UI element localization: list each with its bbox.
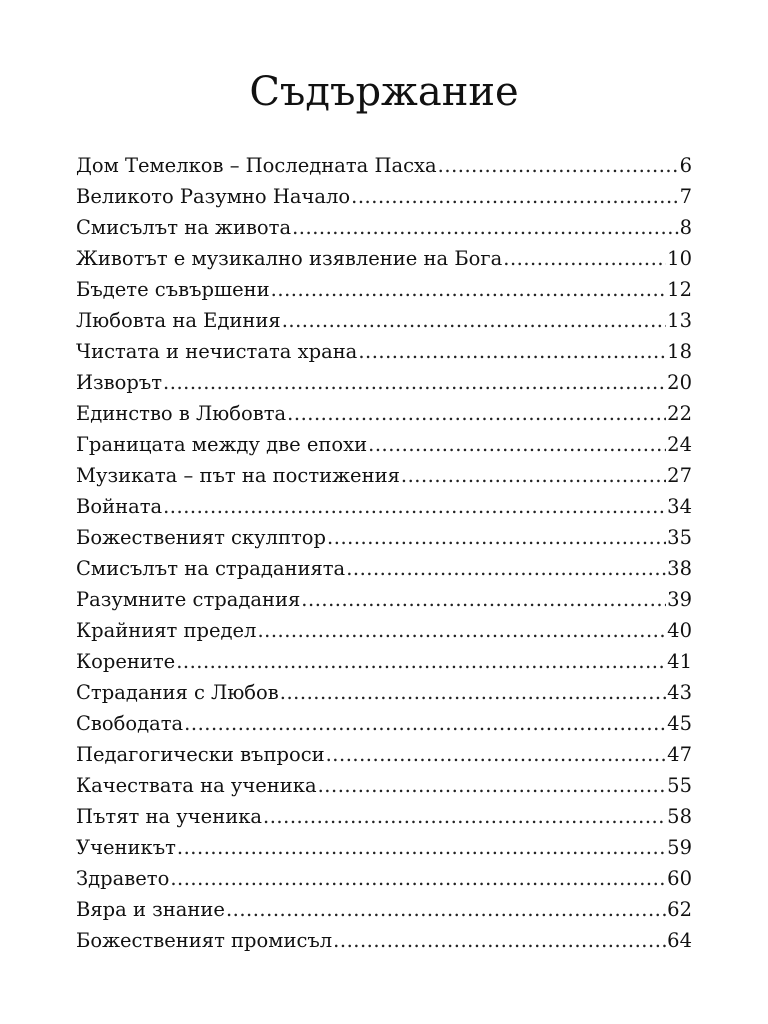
toc-entry-page-number: 60 <box>667 867 692 890</box>
toc-dot-leader <box>503 243 666 274</box>
toc-dot-leader <box>318 770 667 801</box>
toc-entry-page-number: 18 <box>667 340 692 363</box>
toc-entry[interactable] <box>76 677 692 708</box>
toc-dot-leader <box>358 336 666 367</box>
toc-entry-title: Животът е музикално изявление на Бога <box>76 247 503 270</box>
page-title: Съдържание <box>249 69 519 115</box>
toc-entry-title: Смисълът на живота <box>76 216 292 239</box>
toc-dot-leader <box>163 367 666 398</box>
toc-entry-page-number: 22 <box>667 402 692 425</box>
toc-entry-title: Качествата на ученика <box>76 774 317 797</box>
toc-entry-page-number: 58 <box>667 805 692 828</box>
toc-entry-page-number: 55 <box>667 774 692 797</box>
toc-entry-page-number: 47 <box>667 743 692 766</box>
toc-entry-title: Единство в Любовта <box>76 402 287 425</box>
toc-entry[interactable] <box>76 801 692 832</box>
toc-dot-leader <box>226 894 666 925</box>
toc-entry-page-number: 43 <box>667 681 692 704</box>
toc-entry-title: Смисълът на страданията <box>76 557 346 580</box>
toc-dot-leader <box>333 925 666 956</box>
table-of-contents <box>76 150 692 956</box>
toc-entry-title: Пътят на ученика <box>76 805 263 828</box>
toc-entry[interactable] <box>76 739 692 770</box>
toc-dot-leader <box>301 584 666 615</box>
toc-entry-title: Изворът <box>76 371 163 394</box>
toc-entry-title: Бъдете съвършени <box>76 278 270 301</box>
toc-entry-page-number: 8 <box>679 216 692 239</box>
toc-dot-leader <box>163 491 666 522</box>
toc-dot-leader <box>351 181 678 212</box>
toc-entry[interactable] <box>76 274 692 305</box>
toc-entry-title: Божественият скулптор <box>76 526 327 549</box>
toc-entry-page-number: 12 <box>667 278 692 301</box>
toc-entry-page-number: 10 <box>667 247 692 270</box>
toc-entry[interactable] <box>76 336 692 367</box>
toc-entry-page-number: 39 <box>667 588 692 611</box>
toc-entry[interactable] <box>76 429 692 460</box>
toc-entry-page-number: 7 <box>679 185 692 208</box>
toc-dot-leader <box>184 708 666 739</box>
toc-dot-leader <box>263 801 666 832</box>
toc-entry-title: Границата между две епохи <box>76 433 368 456</box>
toc-entry-title: Свободата <box>76 712 184 735</box>
toc-dot-leader <box>257 615 666 646</box>
toc-entry-page-number: 35 <box>667 526 692 549</box>
toc-dot-leader <box>177 832 666 863</box>
toc-entry-title: Страдания с Любов <box>76 681 279 704</box>
toc-entry-page-number: 59 <box>667 836 692 859</box>
toc-entry[interactable] <box>76 150 692 181</box>
toc-entry-title: Вяра и знание <box>76 898 225 921</box>
toc-entry-page-number: 6 <box>679 154 692 177</box>
toc-entry-title: Корените <box>76 650 176 673</box>
toc-entry[interactable] <box>76 212 692 243</box>
toc-entry-title: Разумните страдания <box>76 588 301 611</box>
toc-dot-leader <box>170 863 666 894</box>
toc-dot-leader <box>401 460 666 491</box>
toc-entry[interactable] <box>76 863 692 894</box>
toc-entry[interactable] <box>76 460 692 491</box>
toc-entry-title: Любовта на Единия <box>76 309 281 332</box>
toc-dot-leader <box>326 739 667 770</box>
toc-dot-leader <box>176 646 666 677</box>
toc-entry-page-number: 13 <box>667 309 692 332</box>
toc-entry-page-number: 20 <box>667 371 692 394</box>
toc-dot-leader <box>292 212 678 243</box>
toc-dot-leader <box>368 429 666 460</box>
toc-entry[interactable] <box>76 181 692 212</box>
toc-entry[interactable] <box>76 305 692 336</box>
toc-entry-page-number: 38 <box>667 557 692 580</box>
toc-entry-page-number: 27 <box>667 464 692 487</box>
toc-entry-title: Крайният предел <box>76 619 257 642</box>
toc-entry[interactable] <box>76 491 692 522</box>
toc-entry-title: Дом Темелков – Последната Пасха <box>76 154 437 177</box>
toc-dot-leader <box>438 150 679 181</box>
toc-entry-title: Педагогически въпроси <box>76 743 325 766</box>
toc-entry-page-number: 64 <box>667 929 692 952</box>
toc-dot-leader <box>282 305 666 336</box>
toc-entry[interactable] <box>76 584 692 615</box>
toc-entry[interactable] <box>76 832 692 863</box>
toc-entry[interactable] <box>76 553 692 584</box>
toc-entry-title: Войната <box>76 495 163 518</box>
toc-entry-title: Музиката – път на постижения <box>76 464 400 487</box>
toc-dot-leader <box>287 398 666 429</box>
toc-entry-title: Здравето <box>76 867 170 890</box>
toc-entry[interactable] <box>76 925 692 956</box>
toc-entry-page-number: 40 <box>667 619 692 642</box>
toc-entry[interactable] <box>76 398 692 429</box>
toc-entry[interactable] <box>76 615 692 646</box>
toc-entry[interactable] <box>76 770 692 801</box>
toc-entry[interactable] <box>76 243 692 274</box>
toc-entry-page-number: 34 <box>667 495 692 518</box>
toc-entry[interactable] <box>76 646 692 677</box>
toc-entry-page-number: 45 <box>667 712 692 735</box>
toc-dot-leader <box>280 677 666 708</box>
toc-entry[interactable] <box>76 522 692 553</box>
toc-entry[interactable] <box>76 708 692 739</box>
toc-dot-leader <box>327 522 666 553</box>
toc-entry-page-number: 62 <box>667 898 692 921</box>
toc-entry[interactable] <box>76 894 692 925</box>
toc-dot-leader <box>346 553 666 584</box>
toc-entry-page-number: 41 <box>667 650 692 673</box>
toc-entry-title: Великото Разумно Начало <box>76 185 351 208</box>
toc-entry-title: Божественият промисъл <box>76 929 333 952</box>
toc-entry-title: Ученикът <box>76 836 176 859</box>
toc-entry-page-number: 24 <box>667 433 692 456</box>
toc-dot-leader <box>271 274 667 305</box>
toc-entry[interactable] <box>76 367 692 398</box>
toc-entry-title: Чистата и нечистата храна <box>76 340 358 363</box>
